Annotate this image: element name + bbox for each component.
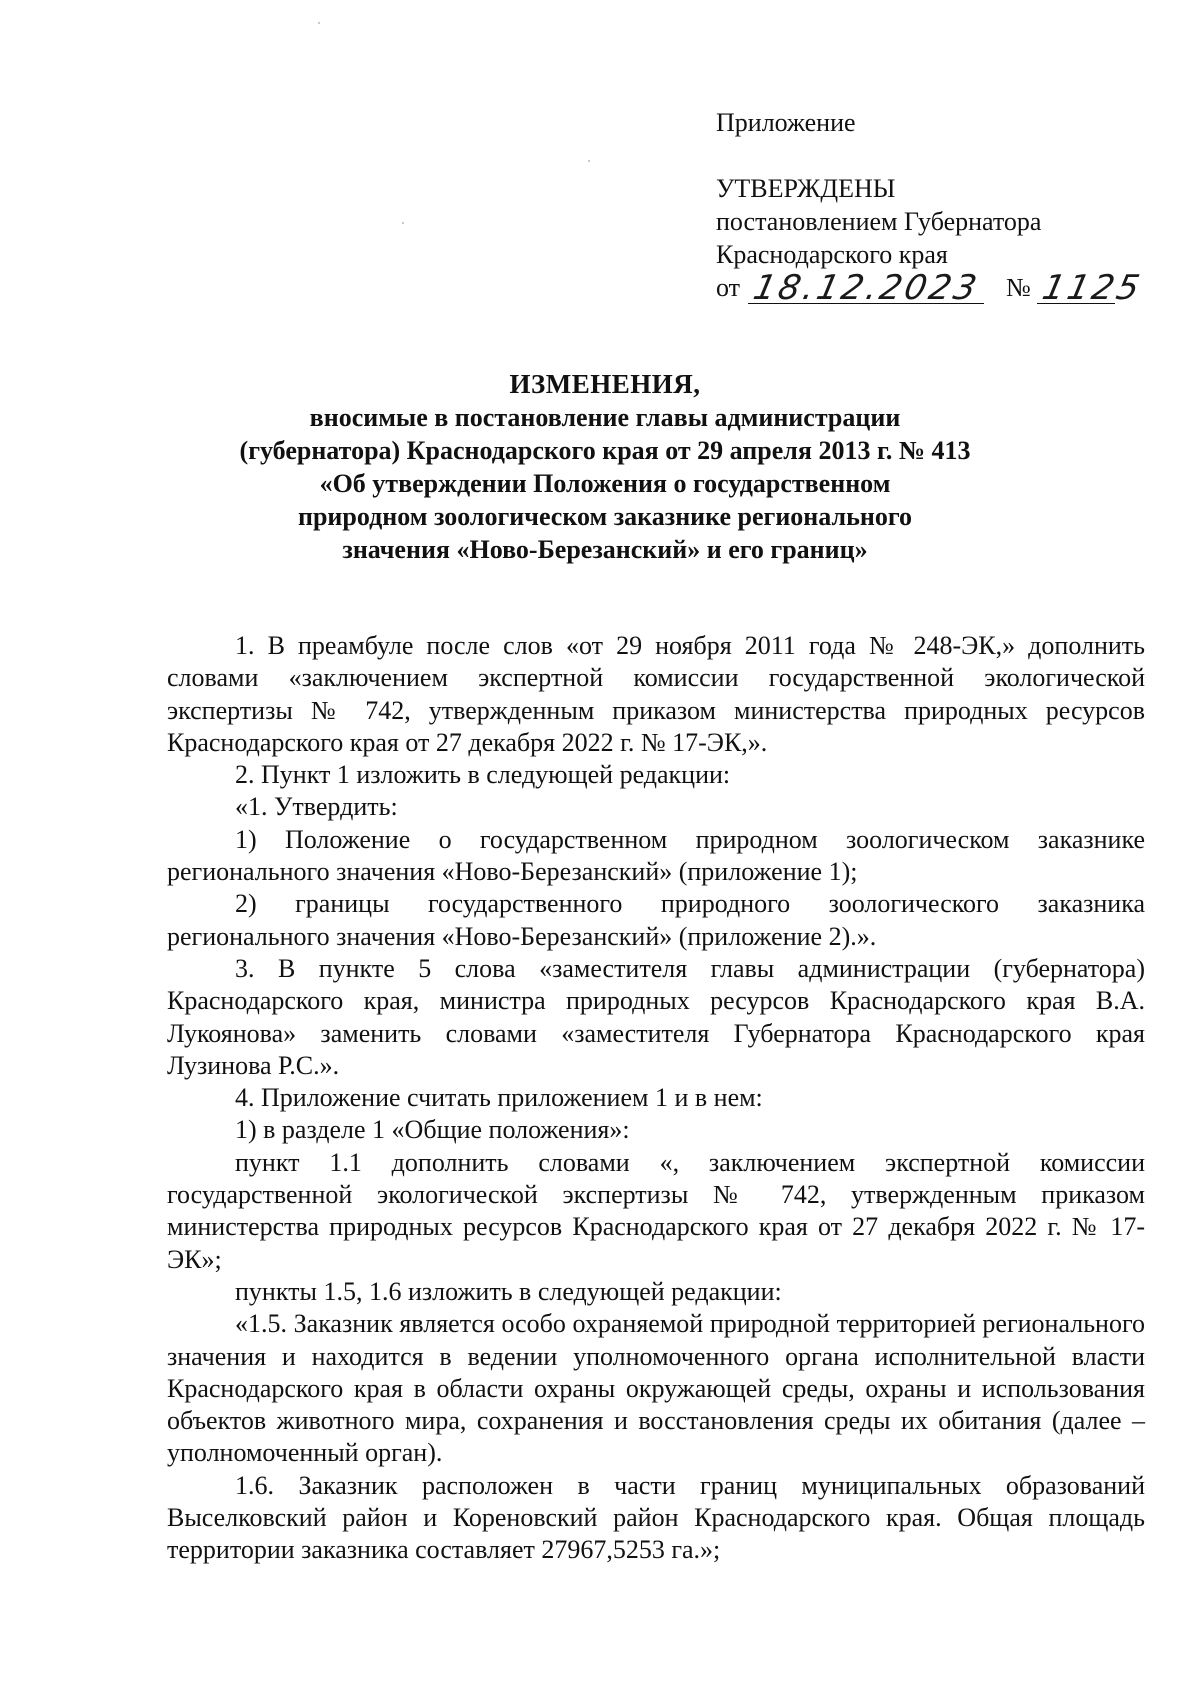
- paragraph: 1.6. Заказник расположен в части границ муниципальных образований Выселковский район и Кореновский район Краснодарского края. Общая площадь территории заказника составляет 27967,5253 га.»;: [167, 1470, 1145, 1565]
- date-prefix: от: [716, 273, 741, 302]
- title-main: ИЗМЕНЕНИЯ,: [509, 369, 701, 399]
- scan-speck: [318, 22, 320, 24]
- title-line: «Об утверждении Положения о государственном: [319, 469, 891, 498]
- paragraph: 1. В преамбуле после слов «от 29 ноября 2011 года № 248-ЭК,» дополнить словами «заключением экспертной комиссии государственной экологической экспертизы № 742, утвержденным приказом министерства природных ресурсов Краснодарского края от 27 декабря 2022 г. № 17-ЭК,».: [167, 631, 1145, 757]
- title-line: (губернатора) Краснодарского края от 29 апреля 2013 г. № 413: [239, 436, 971, 465]
- date-blank: [748, 268, 984, 308]
- title-line: природном зоологическом заказнике регионального: [297, 502, 912, 531]
- scan-speck: [402, 222, 404, 224]
- paragraph: 1) Положение о государственном природном зоологическом заказнике регионального значения «Ново-Березанский» (приложение 1);: [167, 824, 1145, 887]
- title-line: вносимые в постановление главы администрации: [309, 403, 901, 432]
- appendix-label: Приложение: [716, 108, 856, 137]
- scan-speck: [588, 160, 590, 162]
- paragraph: 3. В пункте 5 слова «заместителя главы администрации (губернатора) Краснодарского края, министра природных ресурсов Краснодарского края В.А. Лукоянова» заменить словами «заместителя Губернатора Краснодарского края Лузинова Р.С.».: [167, 953, 1145, 1080]
- paragraph: «1.5. Заказник является особо охраняемой природной территорией регионального значения и находится в ведении уполномоченного органа исполнительной власти Краснодарского края в области охраны окружающей среды, охраны и использования объектов животного мира, сохранения и восстановления среды их обитания (далее – уполномоченный орган).: [167, 1309, 1145, 1468]
- handwritten-date: 18.12.2023: [749, 268, 984, 308]
- document-body: [167, 630, 1145, 1567]
- paragraph: пункты 1.5, 1.6 изложить в следующей редакции:: [235, 1276, 782, 1306]
- paragraph: 2) границы государственного природного зоологического заказника регионального значения «Ново-Березанский» (приложение 2).».: [167, 889, 1145, 951]
- handwritten-number: 1125: [1038, 268, 1146, 308]
- approval-stamp-block: [716, 106, 1156, 308]
- paragraph: пункт 1.1 дополнить словами «, заключением экспертной комиссии государственной экологической экспертизы № 742, утвержденным приказом министерства природных ресурсов Краснодарского края от 27 декабря 2022 г. № 17-ЭК»;: [167, 1147, 1145, 1274]
- paragraph: «1. Утвердить:: [235, 792, 398, 822]
- date-number-line: [716, 268, 1156, 308]
- number-blank: [1037, 268, 1146, 308]
- approved-by-line: постановлением Губернатора: [716, 207, 1042, 236]
- number-sign: №: [1006, 273, 1031, 302]
- paragraph: 2. Пункт 1 изложить в следующей редакции:: [235, 760, 731, 790]
- approved-region-line: Краснодарского края: [716, 240, 948, 269]
- paragraph: 4. Приложение считать приложением 1 и в нем:: [235, 1083, 763, 1113]
- paragraph: 1) в разделе 1 «Общие положения»:: [235, 1115, 630, 1145]
- approved-heading: УТВЕРЖДЕНЫ: [716, 174, 896, 203]
- title-line: значения «Ново-Березанский» и его границ»: [342, 535, 868, 564]
- document-title: [150, 368, 1060, 566]
